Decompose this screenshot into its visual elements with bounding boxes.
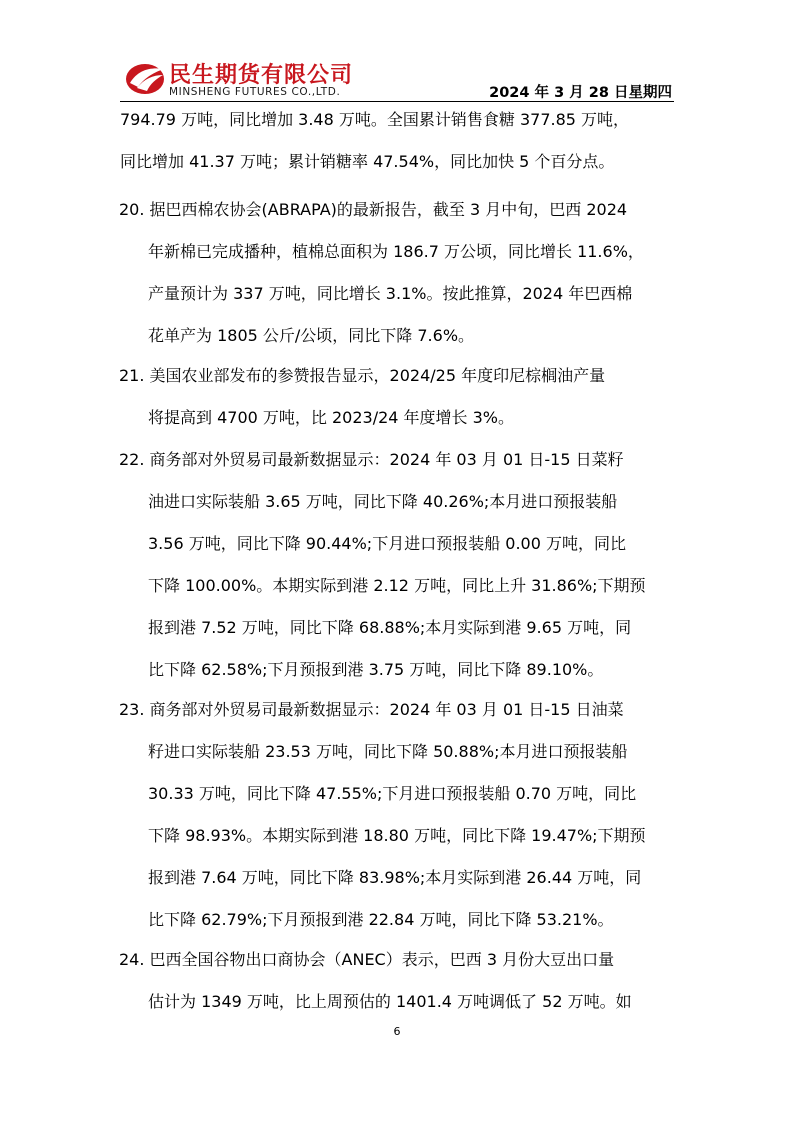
text-line: 花单产为 1805 公斤/公顷，同比下降 7.6%。 <box>148 326 475 345</box>
text-line: 下降 100.00%。本期实际到港 2.12 万吨，同比上升 31.86%;下期预 <box>148 576 646 595</box>
text-line: 比下降 62.58%;下月预报到港 3.75 万吨，同比下降 89.10%。 <box>148 660 604 679</box>
report-date: 2024 年 3 月 28 日星期四 <box>489 85 672 101</box>
text-line: 3.56 万吨，同比下降 90.44%;下月进口预报装船 0.00 万吨，同比 <box>148 534 626 553</box>
text-line: 产量预计为 337 万吨，同比增长 3.1%。按此推算，2024 年巴西棉 <box>148 284 633 303</box>
company-logo <box>125 55 365 101</box>
text-line: 30.33 万吨，同比下降 47.55%;下月进口预报装船 0.70 万吨，同比 <box>148 784 637 803</box>
page-header <box>120 50 674 102</box>
text-line: 23. 商务部对外贸易司最新数据显示：2024 年 03 月 01 日-15 日油菜 <box>119 700 624 719</box>
page-number: 6 <box>393 1025 401 1038</box>
text-line: 同比增加 41.37 万吨；累计销糖率 47.54%，同比加快 5 个百分点。 <box>120 152 615 171</box>
text-line: 油进口实际装船 3.65 万吨，同比下降 40.26%;本月进口预报装船 <box>148 492 618 511</box>
text-line: 籽进口实际装船 23.53 万吨，同比下降 50.88%;本月进口预报装船 <box>148 742 628 761</box>
text-line: 报到港 7.64 万吨，同比下降 83.98%;本月实际到港 26.44 万吨，同 <box>148 868 642 887</box>
text-line: 21. 美国农业部发布的参赞报告显示，2024/25 年度印尼棕榈油产量 <box>119 366 606 385</box>
text-line: 794.79 万吨，同比增加 3.48 万吨。全国累计销售食糖 377.85 万吨， <box>120 110 630 129</box>
minsheng-logo-icon <box>125 57 167 97</box>
text-line: 将提高到 4700 万吨，比 2023/24 年度增长 3%。 <box>148 408 515 427</box>
header-divider <box>120 101 674 102</box>
text-line: 报到港 7.52 万吨，同比下降 68.88%;本月实际到港 9.65 万吨，同 <box>148 618 632 637</box>
text-line: 估计为 1349 万吨，比上周预估的 1401.4 万吨调低了 52 万吨。如 <box>148 992 632 1011</box>
text-line: 20. 据巴西棉农协会(ABRAPA)的最新报告，截至 3 月中旬，巴西 2024 <box>119 200 628 219</box>
text-line: 下降 98.93%。本期实际到港 18.80 万吨，同比下降 19.47%;下期预 <box>148 826 646 845</box>
text-line: 比下降 62.79%;下月预报到港 22.84 万吨，同比下降 53.21%。 <box>148 910 614 929</box>
logo-english-name: MINSHENG FUTURES CO.,LTD. <box>169 86 341 98</box>
text-line: 年新棉已完成播种，植棉总面积为 186.7 万公顷，同比增长 11.6%， <box>148 242 644 261</box>
text-line: 22. 商务部对外贸易司最新数据显示：2024 年 03 月 01 日-15 日菜籽 <box>119 450 624 469</box>
text-line: 24. 巴西全国谷物出口商协会（ANEC）表示，巴西 3 月份大豆出口量 <box>119 950 615 969</box>
logo-chinese-name: 民生期货有限公司 <box>169 63 354 88</box>
